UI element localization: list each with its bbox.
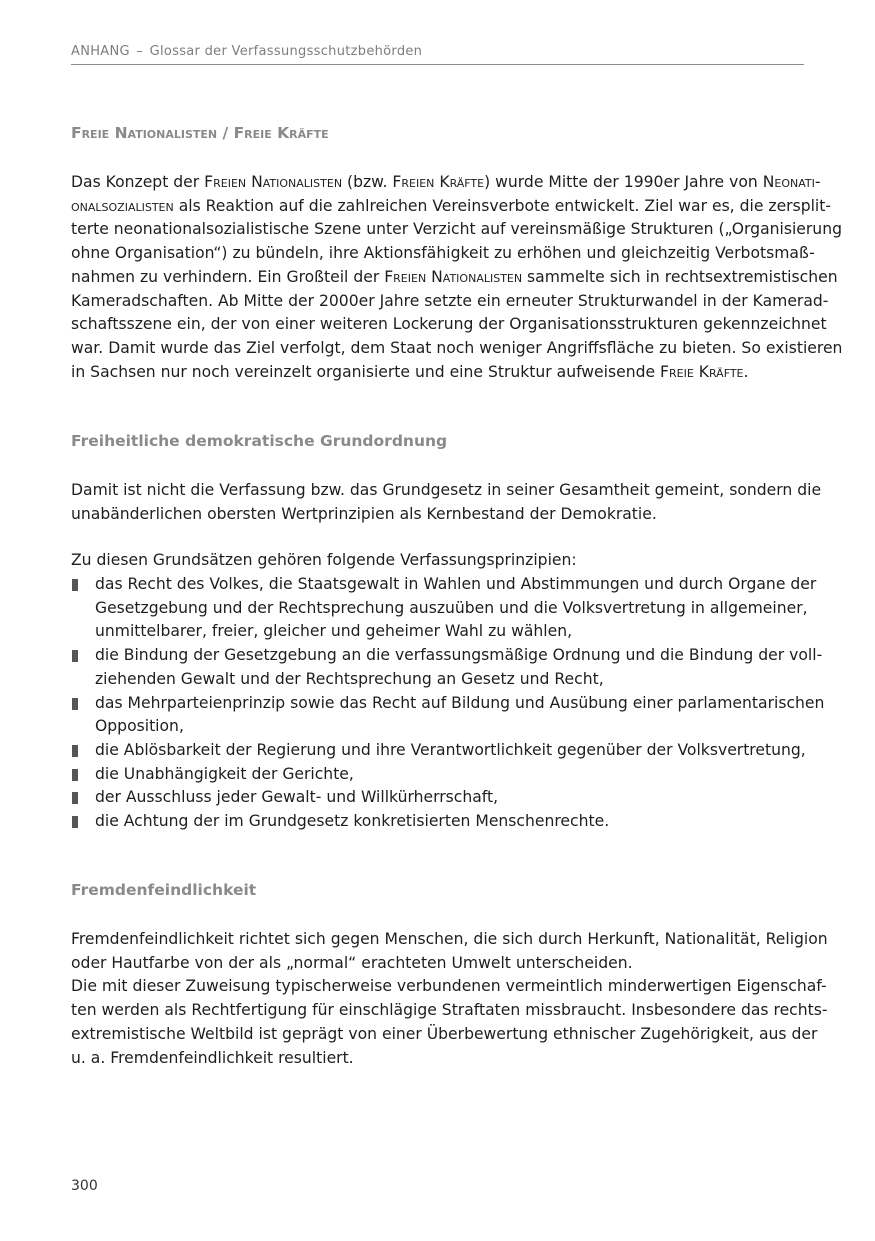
running-header xyxy=(71,44,804,65)
entry-body-fdgo-intro xyxy=(71,479,822,526)
list-item: die Unabhängigkeit der Gerichte, xyxy=(71,763,804,787)
square-bullet-icon xyxy=(72,650,78,662)
text-line: onalsozialisten als Reaktion auf die zahlreichen Vereinsverbote entwickelt. Ziel war es, die zersplit- xyxy=(71,196,832,215)
text-line: in Sachsen nur noch vereinzelt organisierte und eine Struktur aufweisende Freie Kräfte. xyxy=(71,362,749,381)
text-line: extremistische Weltbild ist geprägt von einer Überbewertung ethnischer Zugehörigkeit, aus der xyxy=(71,1024,818,1043)
text-line: unabänderlichen obersten Wertprinzipien als Kernbestand der Demokratie. xyxy=(71,504,657,523)
square-bullet-icon xyxy=(72,769,78,781)
square-bullet-icon xyxy=(72,579,78,591)
page-number: 300 xyxy=(71,1178,98,1194)
list-item: die Achtung der im Grundgesetz konkretisierten Menschenrechte. xyxy=(71,810,804,834)
text-line: Kameradschaften. Ab Mitte der 2000er Jahre setzte ein erneuter Strukturwandel in der Kamerad- xyxy=(71,291,829,310)
entry-body-freie-nationalisten xyxy=(71,171,843,384)
square-bullet-icon xyxy=(72,816,78,828)
list-item: der Ausschluss jeder Gewalt- und Willkürherrschaft, xyxy=(71,786,804,810)
list-item: das Mehrparteienprinzip sowie das Recht auf Bildung und Ausübung einer parlamentarischen Opposition, xyxy=(71,692,804,739)
list-item: das Recht des Volkes, die Staatsgewalt in Wahlen und Abstimmungen und durch Organe der Gesetzgebung und der Rechtsprechung auszuüben und die Volksvertretung in allgemeiner, unmittelbarer, freier, gleicher und geheimer Wahl zu wählen, xyxy=(71,573,804,644)
header-title: Glossar der Verfassungsschutzbehörden xyxy=(149,44,423,59)
list-item: die Bindung der Gesetzgebung an die verfassungsmäßige Ordnung und die Bindung der voll- ziehenden Gewalt und der Rechtsprechung an Gesetz und Recht, xyxy=(71,644,804,691)
entry-title-fdgo: Freiheitliche demokratische Grundordnung xyxy=(71,432,448,450)
text-line: oder Hautfarbe von der als „normal“ erachteten Umwelt unterscheiden. xyxy=(71,953,633,972)
text-line: ten werden als Rechtfertigung für einschlägige Straftaten missbraucht. Insbesondere das rechts- xyxy=(71,1001,828,1020)
text-line: terte neonationalsozialistische Szene unter Verzicht auf vereinsmäßige Strukturen („Organisierung xyxy=(71,220,842,239)
principles-intro xyxy=(71,549,804,573)
text-line: schaftsszene ein, der von einer weiteren Lockerung der Organisationsstrukturen gekennzeichnet xyxy=(71,315,827,334)
text-line: Fremdenfeindlichkeit richtet sich gegen Menschen, die sich durch Herkunft, Nationalität, Religion xyxy=(71,930,828,948)
square-bullet-icon xyxy=(72,792,78,804)
entry-body-fremdenfeindlichkeit xyxy=(71,928,828,1070)
entry-title-freie-nationalisten: Freie Nationalisten / Freie Kräfte xyxy=(71,124,329,142)
text-line: nahmen zu verhindern. Ein Großteil der Freien Nationalisten sammelte sich in rechtsextremistischen xyxy=(71,267,838,286)
square-bullet-icon xyxy=(72,698,78,710)
text-line: war. Damit wurde das Ziel verfolgt, dem Staat noch weniger Angriffsfläche zu bieten. So existieren xyxy=(71,338,843,357)
principles-list xyxy=(71,573,825,834)
list-item: die Ablösbarkeit der Regierung und ihre Verantwortlichkeit gegenüber der Volksvertretung, xyxy=(71,739,804,763)
text-line: Zu diesen Grundsätzen gehören folgende Verfassungsprinzipien: xyxy=(71,551,577,569)
text-line: Die mit dieser Zuweisung typischerweise verbundenen vermeintlich minderwertigen Eigenschaf- xyxy=(71,977,827,996)
header-section: ANHANG xyxy=(71,44,130,59)
text-line: Das Konzept der Freien Nationalisten (bzw. Freien Kräfte) wurde Mitte der 1990er Jahre von Neonati- xyxy=(71,173,821,191)
entry-title-fremdenfeindlichkeit: Fremdenfeindlichkeit xyxy=(71,881,257,899)
text-line: u. a. Fremdenfeindlichkeit resultiert. xyxy=(71,1048,354,1067)
square-bullet-icon xyxy=(72,745,78,757)
text-line: ohne Organisation“) zu bündeln, ihre Aktionsfähigkeit zu erhöhen und gleichzeitig Verbotsmaß- xyxy=(71,244,815,263)
header-separator: – xyxy=(136,44,144,59)
text-line: Damit ist nicht die Verfassung bzw. das Grundgesetz in seiner Gesamtheit gemeint, sondern die xyxy=(71,481,822,499)
